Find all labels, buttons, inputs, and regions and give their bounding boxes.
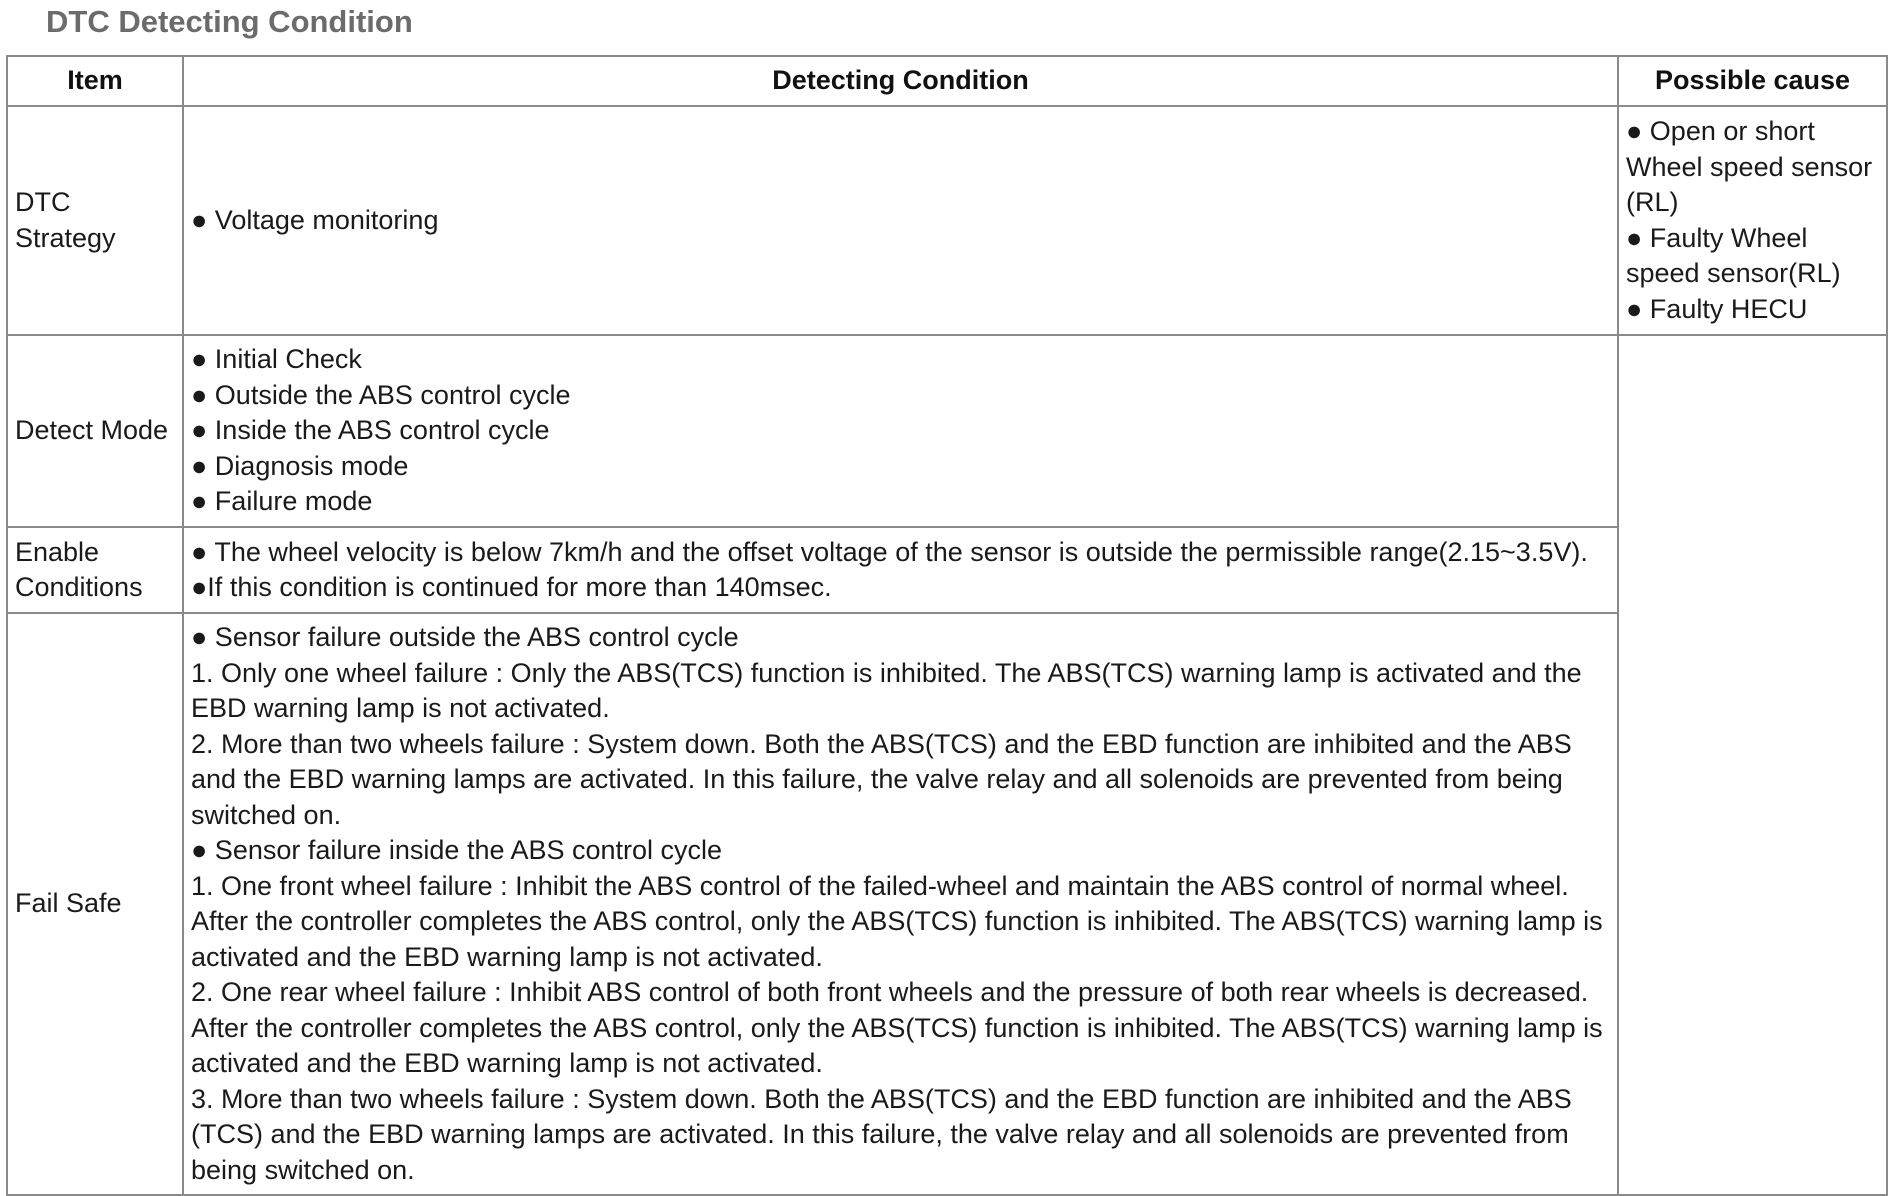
condition-cell	[183, 335, 1618, 527]
condition-line: and the EBD warning lamps are activated. In this failure, the valve relay and all solenoids are prevented from being	[191, 764, 1563, 794]
header-item: Item	[7, 56, 183, 106]
item-cell	[7, 527, 183, 613]
condition-line: ● Outside the ABS control cycle	[191, 379, 571, 410]
condition-line: ● Inside the ABS control cycle	[191, 415, 550, 446]
item-line: Enable	[15, 536, 100, 567]
table-row-dtc-strategy	[7, 106, 1887, 335]
condition-line: ● Sensor failure outside the ABS control cycle	[191, 622, 739, 652]
condition-line: After the controller completes the ABS control, only the ABS(TCS) function is inhibited. The ABS(TCS) warning lamp is	[191, 906, 1603, 936]
item-line: Detect Mode	[15, 415, 169, 446]
item-line: Strategy	[15, 222, 116, 253]
cause-line: (RL)	[1626, 187, 1679, 217]
condition-line: ● Failure mode	[191, 486, 373, 517]
condition-line: 2. One rear wheel failure : Inhibit ABS control of both front wheels and the pressure of both rear wheels is decreased.	[191, 977, 1589, 1007]
possible-cause-cell	[1618, 106, 1887, 335]
condition-line: 3. More than two wheels failure : System down. Both the ABS(TCS) and the EBD function are inhibited and the ABS	[191, 1083, 1572, 1114]
condition-line: After the controller completes the ABS control, only the ABS(TCS) function is inhibited. The ABS(TCS) warning lamp is	[191, 1012, 1603, 1043]
condition-line: activated and the EBD warning lamp is not activated.	[191, 1048, 823, 1078]
condition-line: ● Voltage monitoring	[191, 204, 439, 235]
condition-line: activated and the EBD warning lamp is not activated.	[191, 941, 823, 972]
table-row-enable-conditions	[7, 527, 1887, 613]
cause-line: ● Open or short	[1626, 116, 1815, 146]
cause-line: speed sensor(RL)	[1626, 258, 1841, 288]
condition-line: 2. More than two wheels failure : System down. Both the ABS(TCS) and the EBD function are inhibited and the ABS	[191, 728, 1572, 759]
condition-line: ● The wheel velocity is below 7km/h and the offset voltage of the sensor is outside the permissible range(2.15~3.5V).	[191, 536, 1588, 567]
item-cell	[7, 335, 183, 527]
header-detecting-condition: Detecting Condition	[183, 56, 1618, 106]
item-cell	[7, 106, 183, 335]
cause-line: ● Faulty HECU	[1626, 293, 1808, 324]
header-possible-cause: Possible cause	[1618, 56, 1887, 106]
condition-line: 1. Only one wheel failure : Only the ABS(TCS) function is inhibited. The ABS(TCS) warning lamp is activated and the	[191, 657, 1582, 688]
condition-line: ● Sensor failure inside the ABS control cycle	[191, 835, 723, 865]
table-row-detect-mode	[7, 335, 1887, 527]
table-header-row	[7, 56, 1887, 106]
cause-line: Wheel speed sensor	[1626, 151, 1873, 182]
item-cell	[7, 613, 183, 1195]
condition-line: ●If this condition is continued for more than 140msec.	[191, 572, 832, 602]
condition-line: ● Initial Check	[191, 344, 362, 375]
dtc-condition-table	[6, 55, 1888, 1196]
cause-line: ● Faulty Wheel	[1626, 222, 1808, 253]
table-row-fail-safe	[7, 613, 1887, 1195]
condition-cell	[183, 527, 1618, 613]
item-line: DTC	[15, 187, 71, 217]
condition-line: 1. One front wheel failure : Inhibit the ABS control of the failed-wheel and maintain the ABS control of normal wheel.	[191, 870, 1569, 901]
condition-line: switched on.	[191, 799, 342, 830]
condition-line: being switched on.	[191, 1154, 415, 1185]
item-line: Fail Safe	[15, 888, 122, 919]
condition-cell	[183, 106, 1618, 335]
page-title: DTC Detecting Condition	[46, 4, 413, 39]
possible-cause-empty-cell	[1618, 335, 1887, 1195]
condition-line: (TCS) and the EBD warning lamps are activated. In this failure, the valve relay and all solenoids are prevented from	[191, 1119, 1569, 1149]
condition-line: EBD warning lamp is not activated.	[191, 693, 610, 723]
item-line: Conditions	[15, 572, 143, 602]
condition-line: ● Diagnosis mode	[191, 450, 409, 481]
condition-cell	[183, 613, 1618, 1195]
